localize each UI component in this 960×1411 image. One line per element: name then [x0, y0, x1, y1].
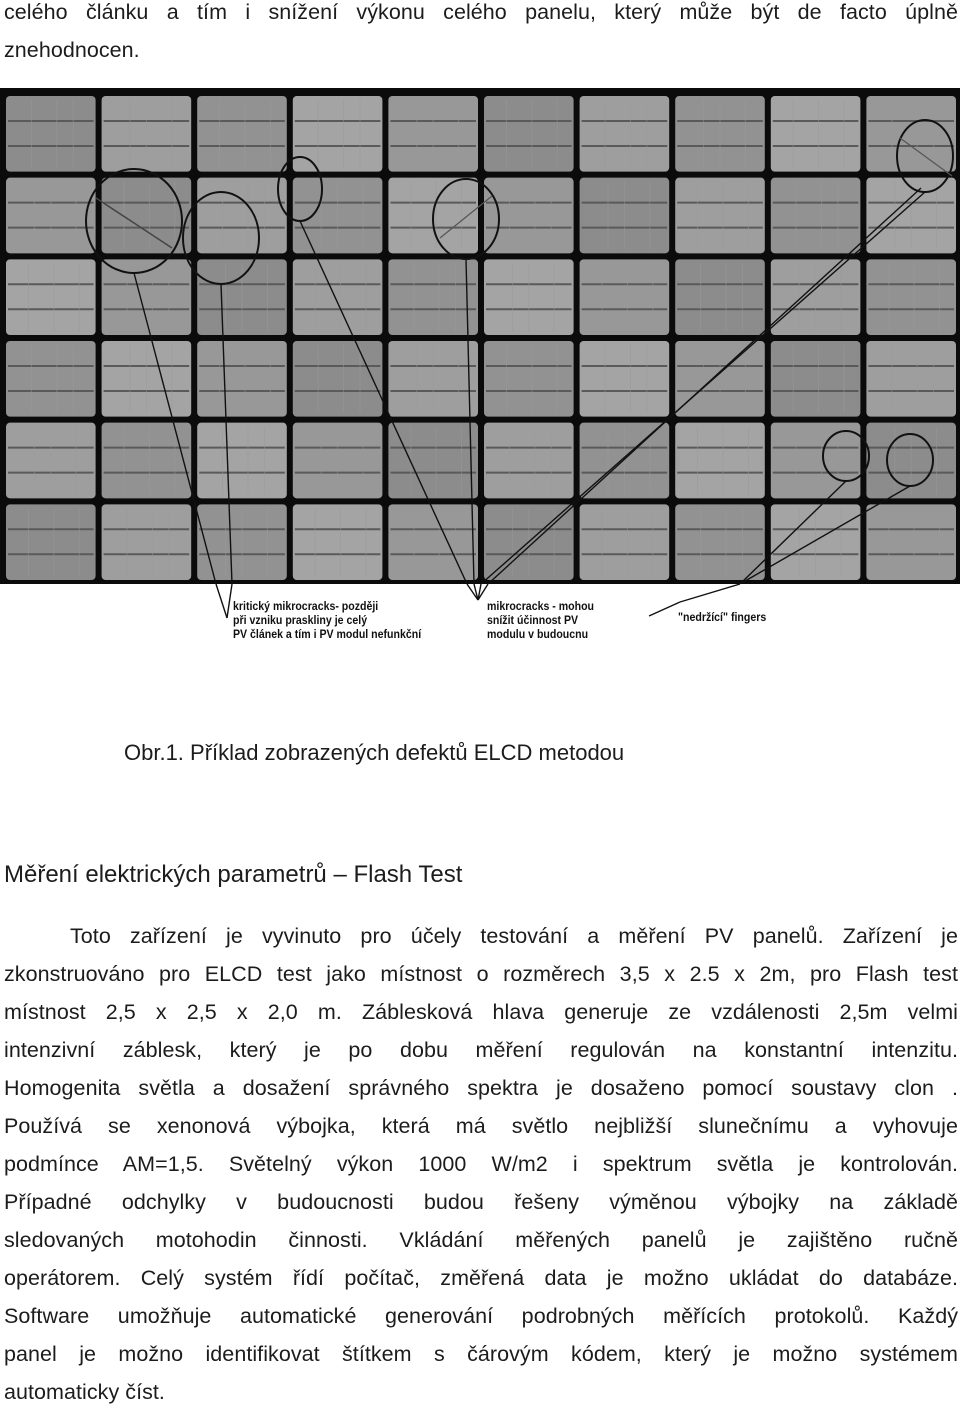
pv-cell: [771, 341, 861, 417]
pv-cell: [675, 178, 765, 254]
pv-cell: [197, 259, 287, 335]
pv-cell: [580, 341, 670, 417]
pv-cell: [197, 96, 287, 172]
pv-cell: [771, 96, 861, 172]
paragraph-line-6: Používá se xenonová výbojka, která má světlo nejbližší slunečnímu a vyhovuje: [4, 1114, 958, 1138]
pv-cell: [866, 341, 956, 417]
pv-cell: [580, 96, 670, 172]
annotation-critical: [233, 600, 421, 642]
pointer-arrows: [0, 584, 960, 664]
annotation-microcracks-line-1: mikrocracks - mohou: [487, 601, 595, 613]
annotation-critical-line-3: PV článek a tím i PV modul nefunkční: [233, 629, 422, 641]
pv-cell: [866, 96, 956, 172]
pv-cell: [580, 259, 670, 335]
pv-cell: [6, 259, 96, 335]
figure-caption: Obr.1. Příklad zobrazených defektů ELCD metodou: [124, 740, 625, 765]
pv-cell: [388, 341, 478, 417]
pv-cell: [675, 341, 765, 417]
pv-cell: [293, 504, 383, 580]
pv-cell: [484, 341, 574, 417]
annotation-critical-line-2: při vzniku praskliny je celý: [233, 615, 368, 627]
pv-cell: [388, 504, 478, 580]
pv-cell: [388, 96, 478, 172]
pv-cell: [675, 504, 765, 580]
pv-cell: [102, 341, 192, 417]
paragraph-line-11: Software umožňuje automatické generování podrobných měřících protokolů. Každý: [4, 1304, 958, 1328]
top-text-line-1: celého článku a tím i snížení výkonu celého panelu, který může být de facto úplně: [4, 0, 958, 24]
pv-cell: [6, 178, 96, 254]
paragraph-line-8: Případné odchylky v budoucnosti budou řešeny výměnou výbojky na základě: [4, 1190, 958, 1214]
pv-cell: [197, 341, 287, 417]
paragraph-line-3: místnost 2,5 x 2,5 x 2,0 m. Záblesková hlava generuje ze vzdálenosti 2,5m velmi: [4, 1000, 958, 1024]
figure-annotations: [0, 584, 960, 664]
section-heading: Měření elektrických parametrů – Flash Test: [4, 861, 463, 888]
pv-cell: [866, 178, 956, 254]
elcd-panel-image: [0, 88, 960, 584]
paragraph-line-2: zkonstruováno pro ELCD test jako místnost o rozměrech 3,5 x 2.5 x 2m, pro Flash test: [4, 962, 958, 986]
pv-cell: [388, 423, 478, 499]
pv-cell: [771, 178, 861, 254]
pv-cell: [6, 341, 96, 417]
pv-cell: [388, 259, 478, 335]
annotation-fingers: "nedržící" fingers: [678, 612, 767, 624]
pv-cell: [6, 504, 96, 580]
pv-cell: [484, 96, 574, 172]
pv-cell: [866, 259, 956, 335]
pv-cell: [771, 259, 861, 335]
pv-cell: [675, 423, 765, 499]
annotation-critical-line-1: kritický mikrocracks- později: [233, 601, 379, 613]
pv-cell: [6, 423, 96, 499]
pv-cell: [6, 96, 96, 172]
pv-cell: [484, 178, 574, 254]
pv-cell: [293, 96, 383, 172]
pv-cell: [866, 504, 956, 580]
pv-cell: [102, 96, 192, 172]
pv-cell: [484, 423, 574, 499]
pv-cell: [293, 259, 383, 335]
pv-cell: [293, 423, 383, 499]
annotation-microcracks: [487, 600, 594, 642]
pv-cell: [675, 259, 765, 335]
pv-cell: [771, 504, 861, 580]
paragraph-line-9: sledovaných motohodin činnosti. Vkládání měřených panelů je zajištěno ručně: [4, 1228, 958, 1252]
paragraph-line-4: intenzivní záblesk, který je po dobu měření regulován na konstantní intenzitu.: [4, 1038, 958, 1062]
pv-cell: [580, 423, 670, 499]
pv-cell: [197, 178, 287, 254]
pv-cell: [293, 178, 383, 254]
pv-cell: [197, 504, 287, 580]
paragraph-line-7: podmínce AM=1,5. Světelný výkon 1000 W/m2 i spektrum světla je kontrolován.: [4, 1152, 958, 1176]
paragraph-line-5: Homogenita světla a dosažení správného spektra je dosaženo pomocí soustavy clon .: [4, 1076, 958, 1100]
pv-cell: [675, 96, 765, 172]
pv-cell: [771, 423, 861, 499]
annotation-microcracks-line-2: snížit účinnost PV: [487, 615, 579, 627]
paragraph-line-10: operátorem. Celý systém řídí počítač, změřená data je možno ukládat do databáze.: [4, 1266, 958, 1290]
pv-cell: [580, 504, 670, 580]
pv-cell: [197, 423, 287, 499]
paragraph-line-12: panel je možno identifikovat štítkem s čárovým kódem, který je možno systémem: [4, 1342, 958, 1366]
pv-cell: [580, 178, 670, 254]
paragraph-line-1: Toto zařízení je vyvinuto pro účely testování a měření PV panelů. Zařízení je: [70, 924, 958, 948]
paragraph-line-13: automaticky číst.: [4, 1380, 165, 1404]
top-text-line-2: znehodnocen.: [4, 38, 140, 62]
pv-cell: [102, 423, 192, 499]
pv-cell: [102, 504, 192, 580]
pv-cell: [293, 341, 383, 417]
annotation-microcracks-line-3: modulu v budoucnu: [487, 629, 589, 641]
pv-cell: [484, 259, 574, 335]
